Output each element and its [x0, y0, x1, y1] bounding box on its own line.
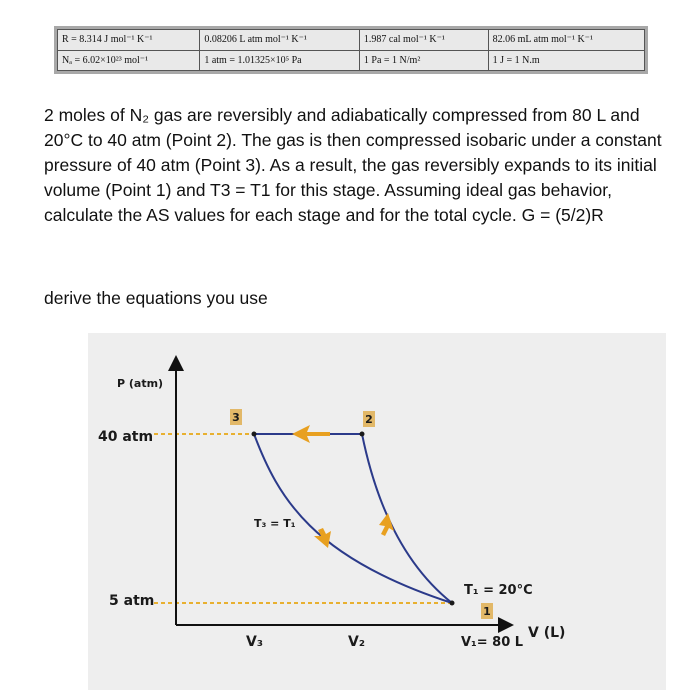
constants-grid [57, 29, 645, 71]
point-1-label: 1 [483, 605, 491, 618]
point-2-marker [360, 432, 365, 437]
constant-avogadro: Nₐ = 6.02×10²³ mol⁻¹ [58, 50, 200, 71]
point-1-marker [450, 601, 455, 606]
x-axis-label: V (L) [528, 625, 566, 641]
pv-diagram [88, 333, 666, 690]
problem-statement: 2 moles of N₂ gas are reversibly and adiabatically compressed from 80 L and 20°C to 40 atm (Point 2). The gas is then compressed isobaric under a constant pressure of 40 atm (Point 3). As a result, the gas reversibly expands to its initial volume (Point 1) and T3 = T1 for this stage. Assuming ideal gas behavior, calculate the AS values for each stage and for the total cycle. G = (5/2)R [44, 105, 662, 225]
point-3-label: 3 [232, 411, 240, 424]
point-2-label: 2 [365, 413, 373, 426]
t1-label: T₁ = 20°C [464, 583, 533, 598]
constant-pa-def: 1 Pa = 1 N/m² [359, 50, 488, 71]
derive-instruction: derive the equations you use [44, 288, 268, 308]
v3-label: V₃ [246, 634, 263, 650]
pv-diagram-svg [88, 333, 666, 690]
constants-row-1 [58, 30, 645, 51]
constants-table [54, 26, 648, 74]
v1-label: V₁= 80 L [461, 635, 524, 650]
constant-gas-r-mlatm: 82.06 mL atm mol⁻¹ K⁻¹ [488, 30, 644, 51]
arrow-1-to-2 [379, 513, 394, 536]
p-low-label: 5 atm [109, 593, 155, 609]
v2-label: V₂ [348, 634, 365, 650]
y-axis-label: P (atm) [117, 377, 164, 390]
point-3-marker [252, 432, 257, 437]
isotherm-label: T₃ = T₁ [254, 517, 296, 530]
constants-row-2 [58, 50, 645, 71]
constant-gas-r-si: R = 8.314 J mol⁻¹ K⁻¹ [58, 30, 200, 51]
adiabat-1-2 [362, 434, 452, 603]
constant-joule-def: 1 J = 1 N.m [488, 50, 644, 71]
constant-gas-r-latm: 0.08206 L atm mol⁻¹ K⁻¹ [200, 30, 360, 51]
p-high-label: 40 atm [98, 429, 154, 445]
constant-atm-pa: 1 atm = 1.01325×10⁵ Pa [200, 50, 360, 71]
arrow-2-to-3 [292, 425, 330, 443]
constant-gas-r-cal: 1.987 cal mol⁻¹ K⁻¹ [359, 30, 488, 51]
